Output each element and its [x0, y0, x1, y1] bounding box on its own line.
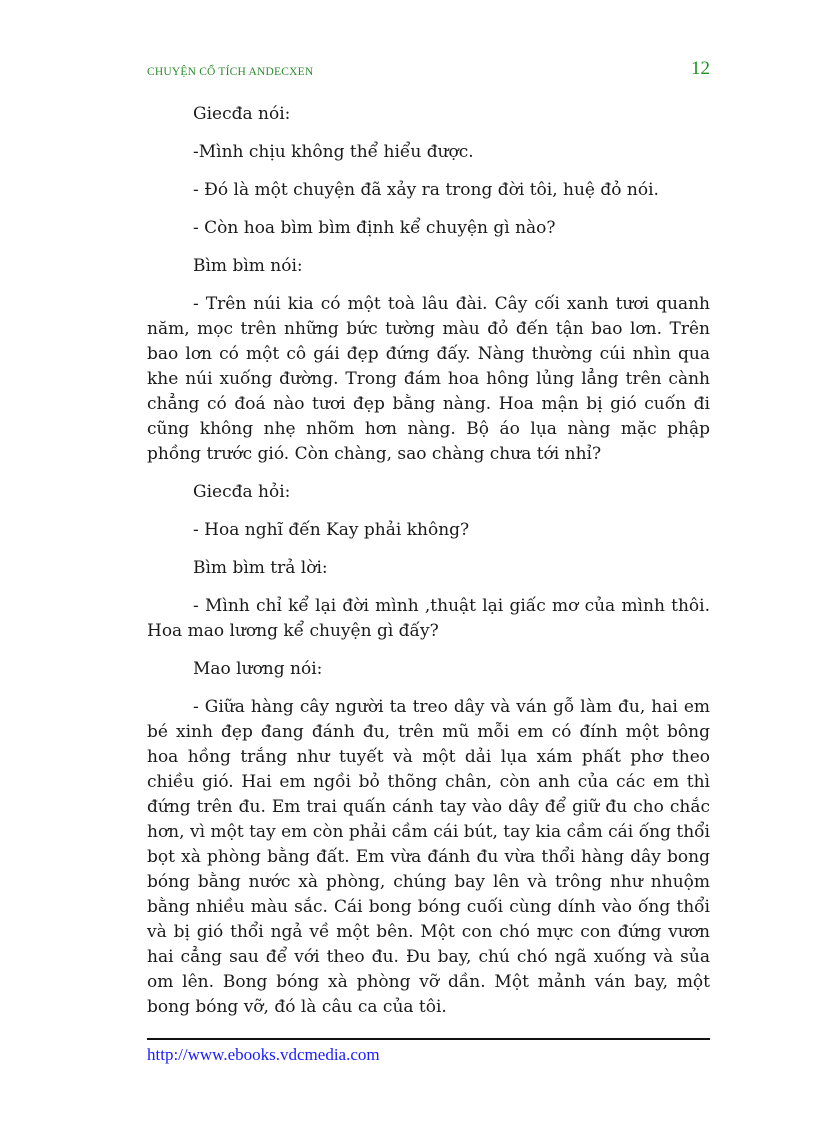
- book-title: CHUYỆN CỔ TÍCH ANDECXEN: [147, 66, 314, 78]
- paragraph: - Đó là một chuyện đã xảy ra trong đời tôi, huệ đỏ nói.: [193, 180, 659, 200]
- story-text: [147, 102, 710, 1033]
- paragraph: - Mình chỉ kể lại đời mình ,thuật lại giấc mơ của mình thôi. Hoa mao lương kể chuyện gì đấy?: [147, 596, 710, 641]
- paragraph: Mao lương nói:: [193, 659, 323, 679]
- footer-url-link[interactable]: http://www.ebooks.vdcmedia.com: [147, 1045, 380, 1064]
- paragraph: Bìm bìm nói:: [193, 256, 303, 276]
- paragraph: - Trên núi kia có một toà lâu đài. Cây cối xanh tươi quanh năm, mọc trên những bức tường màu đỏ đến tận bao lơn. Trên bao lơn có một cô gái đẹp đứng đấy. Nàng thường cúi nhìn qua khe núi xuống đường. Trong đám hoa hông lủng lẳng trên cành chẳng có đoá nào tươi đẹp bằng nàng. Hoa mận bị gió cuốn đi cũng không nhẹ nhõm hơn nàng. Bộ áo lụa nàng mặc phập phồng trước gió. Còn chàng, sao chàng chưa tới nhỉ?: [147, 294, 710, 464]
- paragraph: Bìm bìm trả lời:: [193, 558, 328, 578]
- paragraph: -Mình chịu không thể hiểu được.: [193, 142, 474, 162]
- paragraph: Giecđa hỏi:: [193, 482, 291, 502]
- footer-divider: [147, 1038, 710, 1040]
- paragraph: - Hoa nghĩ đến Kay phải không?: [193, 520, 470, 540]
- paragraph: Giecđa nói:: [193, 104, 291, 124]
- paragraph: - Còn hoa bìm bìm định kể chuyện gì nào?: [193, 218, 556, 238]
- page-header: [147, 58, 710, 84]
- paragraph: - Giữa hàng cây người ta treo dây và ván gỗ làm đu, hai em bé xinh đẹp đang đánh đu, trên mũ mỗi em có đính một bông hoa hồng trắng như tuyết và một dải lụa xám phất phơ theo chiều gió. Hai em ngồi bỏ thõng chân, còn anh của các em thì đứng trên đu. Em trai quấn cánh tay vào dây để giữ đu cho chắc hơn, vì một tay em còn phải cầm cái bút, tay kia cầm cái ống thổi bọt xà phòng bằng đất. Em vừa đánh đu vừa thổi hàng dây bong bóng bằng nước xà phòng, chúng bay lên và trông như nhuộm bằng nhiều màu sắc. Cái bong bóng cuối cùng dính vào ống thổi và bị gió thổi ngả về một bên. Một con chó mực con đứng vươn hai cẳng sau để với theo đu. Đu bay, chú chó ngã xuống và sủa om lên. Bong bóng xà phòng vỡ dần. Một mảnh ván bay, một bong bóng vỡ, đó là câu ca của tôi.: [147, 697, 710, 1017]
- page-number: 12: [691, 58, 710, 79]
